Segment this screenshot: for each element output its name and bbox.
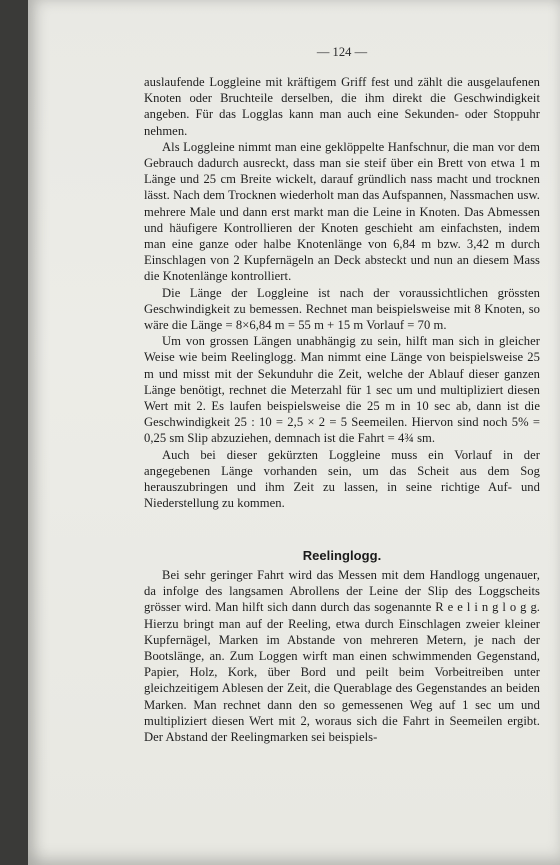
section-heading: Reelinglogg. bbox=[302, 548, 382, 563]
paragraph-1: auslaufende Loggleine mit kräftigem Griff fest und zählt die ausgelaufenen Knoten oder Bruchteile derselben, die ihm direkt die Geschwindigkeit angeben. Für das Logglas kann man auch eine Sekunden- oder Stoppuhr nehmen. bbox=[144, 75, 540, 138]
page-number: — 124 — bbox=[316, 45, 368, 59]
paragraph-5: Auch bei dieser gekürzten Loggleine muss ein Vorlauf in der angegebenen Länge vorhanden sein, um das Scheit aus dem Sog herauszubringen und ihm Zeit zu lassen, in seine richtige Auf- und Niederstellung zu kommen. bbox=[144, 447, 540, 511]
paragraph-6: Bei sehr geringer Fahrt wird das Messen mit dem Handlogg ungenauer, da infolge des langsamen Abrollens der Leine der Slip des Loggscheits grösser wird. Man hilft sich dann durch das sogenannte R e e l i n g l o g g. Hierzu bringt man auf der Reeling, etwa durch Einschlagen zweier kleiner Kupfernägel, Marken im Abstande von mehreren Metern, je nach der Bootslänge, an. Zum Loggen wirft man einen schwimmenden Gegenstand, Papier, Holz, Kork, über Bord und peilt beim Vorbeitreiben unter gleichzeitigem Ablesen der Zeit, die Querablage des Gegenstandes an beiden Marken. Man rechnet dann den so gemessenen Weg auf 1 sec um und multipliziert diesen Wert mit 2, woraus sich die Fahrt in Seemeilen ergibt. Der Abstand der Reelingmarken sei beispiels- bbox=[144, 568, 540, 745]
section-loggleine bbox=[144, 74, 540, 511]
paragraph-3: Die Länge der Loggleine ist nach der voraussichtlichen grössten Geschwindigkeit zu bemessen. Rechnet man beispielsweise mit 8 Knoten, so wäre die Länge = 8×6,84 m = 55 m + 15 m Vorlauf = 70 m. bbox=[144, 285, 540, 333]
paragraph-2: Als Loggleine nimmt man eine geklöppelte Hanfschnur, die man vor dem Gebrauch dadurch ausreckt, dass man sie steif über ein Brett von etwa 1 m Länge und 25 cm Breite wickelt, darauf gründlich nass macht und trocknen lässt. Nach dem Trocknen wiederholt man das Aufspannen, Nassmachen usw. mehrere Male und dann erst markt man die Leine in Knoten. Das Abmessen und häufigere Kontrollieren der Knoten geschieht am einfachsten, indem man eine ganze oder halbe Knotenlänge von 6,84 m bzw. 3,42 m durch Einschlagen von 2 Kupfernägeln an Deck absteckt und nun an diesem Mass die Knotenlänge kontrolliert. bbox=[144, 139, 540, 284]
section-reelinglogg bbox=[144, 567, 540, 745]
paragraph-4: Um von grossen Längen unabhängig zu sein, hilft man sich in gleicher Weise wie beim Reelinglogg. Man nimmt eine Länge von beispielsweise 25 m und misst mit der Sekunduhr die Zeit, welche der Ablauf dieser ganzen Länge benötigt, rechnet die Meterzahl für 1 sec um und multipliziert diesen Wert mit 2. Es laufen beispielsweise die 25 m in 10 sec ab, dann ist die Geschwindigkeit 25 : 10 = 2,5 × 2 = 5 Seemeilen. Hiervon sind noch 5% = 0,25 sm Slip abzuziehen, demnach ist die Fahrt = 4¾ sm. bbox=[144, 334, 540, 446]
book-page bbox=[28, 0, 560, 865]
